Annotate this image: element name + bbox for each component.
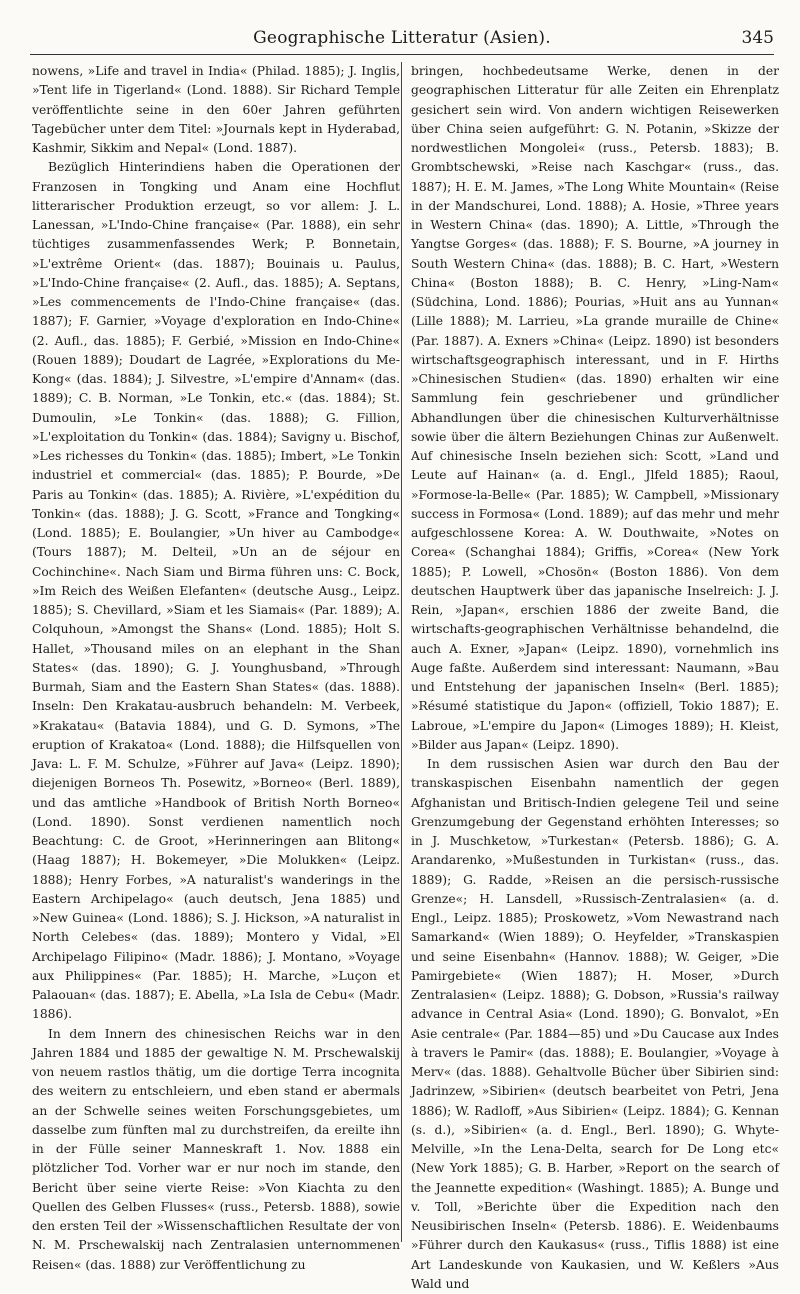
paragraph-hinterindien: Bezüglich Hinterindiens haben die Operationen der Franzosen in Tongking und Anam eine Hochflut litterarischer Produktion erzeugt, so vor allem: J. L. Lanessan, »L'Indo-Chine française« (Par. 1888), ein sehr tüchtiges zusammenfassendes Werk; P. Bonnetain, »L'extrême Orient« (das. 1887); Bouinais u. Paulus, »L'Indo-Chine française« (2. Aufl., das. 1885); A. Septans, »Les commencements de l'Indo-Chine française« (das. 1887); F. Garnier, »Voyage d'exploration en Indo-Chine« (2. Aufl., das. 1885); F. Gerbié, »Mission en Indo-Chine« (Rouen 1889); Doudart de Lagrée, »Explorations du Me-Kong« (das. 1884); J. Silvestre, »L'empire d'Annam« (das. 1889); C. B. Norman, »Le Tonkin, etc.« (das. 1884); St. Dumoulin, »Le Tonkin« (das. 1888); G. Fillion, »L'exploitation du Tonkin« (das. 1884); Savigny u. Bischof, »Les richesses du Tonkin« (das. 1885); Imbert, »Le Tonkin industriel et commercial« (das. 1885); P. Bourde, »De Paris au Tonkin« (das. 1885); A. Rivière, »L'expédition du Tonkin« (das. 1888); J. G. Scott, »France and Tongking« (Lond. 1885); E. Boulangier, »Un hiver au Cambodge« (Tours 1887); M. Delteil, »Un an de séjour en Cochinchine«. Nach Siam und Birma führen uns: C. Bock, »Im Reich des Weißen Elefanten« (deutsche Ausg., Leipz. 1885); S. Chevillard, »Siam et les Siamais« (Par. 1889); A. Colquhoun, »Amongst the Shans« (Lond. 1885); Holt S. Hallet, »Thousand miles on an elephant in the Shan States« (das. 1890); G. J. Younghusband, »Through Burmah, Siam and the Eastern Shan States« (das. 1888). Inseln: Den Krakatau-ausbruch behandeln: M. Verbeek, »Krakatau« (Batavia 1884), und G. D. Symons, »The eruption of Krakatoa« (Lond. 1888); die Hilfsquellen von Java: L. F. M. Schulze, »Führer auf Java« (Leipz. 1890); diejenigen Borneos Th. Posewitz, »Borneo« (Berl. 1889), und das amtliche »Handbook of British North Borneo« (Lond. 1890). Sonst verdienen namentlich noch Beachtung: C. de Groot, »Herinneringen aan Blitong« (Haag 1887); H. Bokemeyer, »Die Molukken« (Leipz. 1888); Henry Forbes, »A naturalist's wanderings in the Eastern Archipelago« (auch deutsch, Jena 1885) und »New Guinea« (Lond. 1886); S. J. Hickson, »A naturalist in North Celebes« (das. 1889); Montero y Vidal, »El Archipelago Filipino« (Madr. 1886); J. Montano, »Voyage aux Philippines« (Par. 1885); H. Marche, »Luçon et Palaouan« (das. 1887); E. Abella, »La Isla de Cebu« (Madr. 1886). bbox=[32, 160, 400, 1022]
paragraph-china-japan: bringen, hochbedeutsame Werke, denen in der geographischen Litteratur für alle Zeiten ein Ehrenplatz gesichert sein wird. Von andern wichtigen Reisewerken über China seien aufgeführt: G. N. Potanin, »Skizze der nordwestlichen Mongolei« (russ., Petersb. 1883); B. Grombtschewski, »Reise nach Kaschgar« (russ., das. 1887); H. E. M. James, »The Long White Mountain« (Reise in der Mandschurei, Lond. 1888); A. Hosie, »Three years in Western China« (das. 1890); A. Little, »Through the Yangtse Gorges« (das. 1888); F. S. Bourne, »A journey in South Western China« (das. 1888); B. C. Hart, »Western China« (Boston 1888); B. C. Henry, »Ling-Nam« (Südchina, Lond. 1886); Pourias, »Huit ans au Yunnan« (Lille 1888); M. Larrieu, »La grande muraille de Chine« (Par. 1887). A. Exners »China« (Leipz. 1890) ist besonders wirtschaftsgeographisch interessant, und in F. Hirths »Chinesischen Studien« (das. 1890) erhalten wir eine Sammlung fein geschriebener und gründlicher Abhandlungen über die chinesischen Kulturverhältnisse sowie über die ältern Beziehungen Chinas zur Außenwelt. Auf chinesische Inseln beziehen sich: Scott, »Land und Leute auf Hainan« (a. d. Engl., Jlfeld 1885); Raoul, »Formose-la-Belle« (Par. 1885); W. Campbell, »Missionary success in Formosa« (Lond. 1889); auf das mehr und mehr aufgeschlossene Korea: A. W. Douthwaite, »Notes on Corea« (Schanghai 1884); Griffis, »Corea« (New York 1885); P. Lowell, »Chosön« (Boston 1886). Von dem deutschen Hauptwerk über das japanische Inselreich: J. J. Rein, »Japan«, erschien 1886 der zweite Band, die wirtschafts-geographischen Verhältnisse behandelnd, die auch A. Exner, »Japan« (Leipz. 1890), vornehmlich ins Auge faßte. Außerdem sind interessant: Naumann, »Bau und Entstehung der japanischen Inseln« (Berl. 1885); »Résumé statistique du Japon« (offiziell, Tokio 1887); E. Labroue, »L'empire du Japon« (Limoges 1889); H. Kleist, »Bilder aus Japan« (Leipz. 1890). bbox=[411, 64, 779, 752]
running-header bbox=[30, 14, 774, 55]
paragraph-india-continued: nowens, »Life and travel in India« (Philad. 1885); J. Inglis, »Tent life in Tigerland« (Lond. 1888). Sir Richard Temple veröffentlichte seine in den 60er Jahren geführten Tagebücher unter dem Titel: »Journals kept in Hyderabad, Kashmir, Sikkim and Nepal« (Lond. 1887). bbox=[32, 64, 400, 155]
column-divider bbox=[401, 62, 402, 1242]
right-column bbox=[411, 62, 779, 1294]
paragraph-china-interior: In dem Innern des chinesischen Reichs war in den Jahren 1884 und 1885 der gewaltige N. M. Prschewalskij von neuem rastlos thätig, um die dortige Terra incognita des weitern zu entschleiern, und eben stand er abermals an der Schwelle seines weiten Forschungsgebietes, um dasselbe zum fünften mal zu durchstreifen, da ereilte ihn in der Fülle seiner Manneskraft 1. Nov. 1888 ein plötzlicher Tod. Vorher war er nur noch im stande, den Bericht über seine vierte Reise: »Von Kiachta zu den Quellen des Gelben Flusses« (russ., Petersb. 1888), sowie den ersten Teil der »Wissenschaftlichen Resultate der von N. M. Prschewalskij nach Zentralasien unternommenen Reisen« (das. 1888) zur Veröffentlichung zu bbox=[32, 1026, 400, 1272]
page-number: 345 bbox=[741, 28, 774, 48]
left-column bbox=[32, 62, 400, 1275]
running-title: Geographische Litteratur (Asien). bbox=[253, 28, 551, 48]
paragraph-russian-asia: In dem russischen Asien war durch den Bau der transkaspischen Eisenbahn namentlich der gegen Afghanistan und Britisch-Indien gelegene Teil und seine Grenzumgebung der Gegenstand erhöhten Interesses; so in J. Muschketow, »Turkestan« (Petersb. 1886); G. A. Arandarenko, »Mußestunden in Turkistan« (russ., das. 1889); G. Radde, »Reisen an die persisch-russische Grenze«; H. Lansdell, »Russisch-Zentralasien« (a. d. Engl., Leipz. 1885); Proskowetz, »Vom Newastrand nach Samarkand« (Wien 1889); O. Heyfelder, »Transkaspien und seine Eisenbahn« (Hannov. 1888); W. Geiger, »Die Pamirgebiete« (Wien 1887); H. Moser, »Durch Zentralasien« (Leipz. 1888); G. Dobson, »Russia's railway advance in Central Asia« (Lond. 1890); G. Bonvalot, »En Asie centrale« (Par. 1884—85) und »Du Caucase aux Indes à travers le Pamir« (das. 1888); E. Boulangier, »Voyage à Merv« (das. 1888). Gehaltvolle Bücher über Sibirien sind: Jadrinzew, »Sibirien« (deutsch bearbeitet von Petri, Jena 1886); W. Radloff, »Aus Sibirien« (Leipz. 1884); G. Kennan (s. d.), »Sibirien« (a. d. Engl., Berl. 1890); G. Whyte-Melville, »In the Lena-Delta, search for De Long etc« (New York 1885); G. B. Harber, »Report on the search of the Jeannette expedition« (Washingt. 1885); A. Bunge und v. Toll, »Berichte über die Expedition nach den Neusibirischen Inseln« (Petersb. 1886). E. Weidenbaums »Führer durch den Kaukasus« (russ., Tiflis 1888) ist eine Art Landeskunde von Kaukasien, und W. Keßlers »Aus Wald und bbox=[411, 757, 779, 1291]
